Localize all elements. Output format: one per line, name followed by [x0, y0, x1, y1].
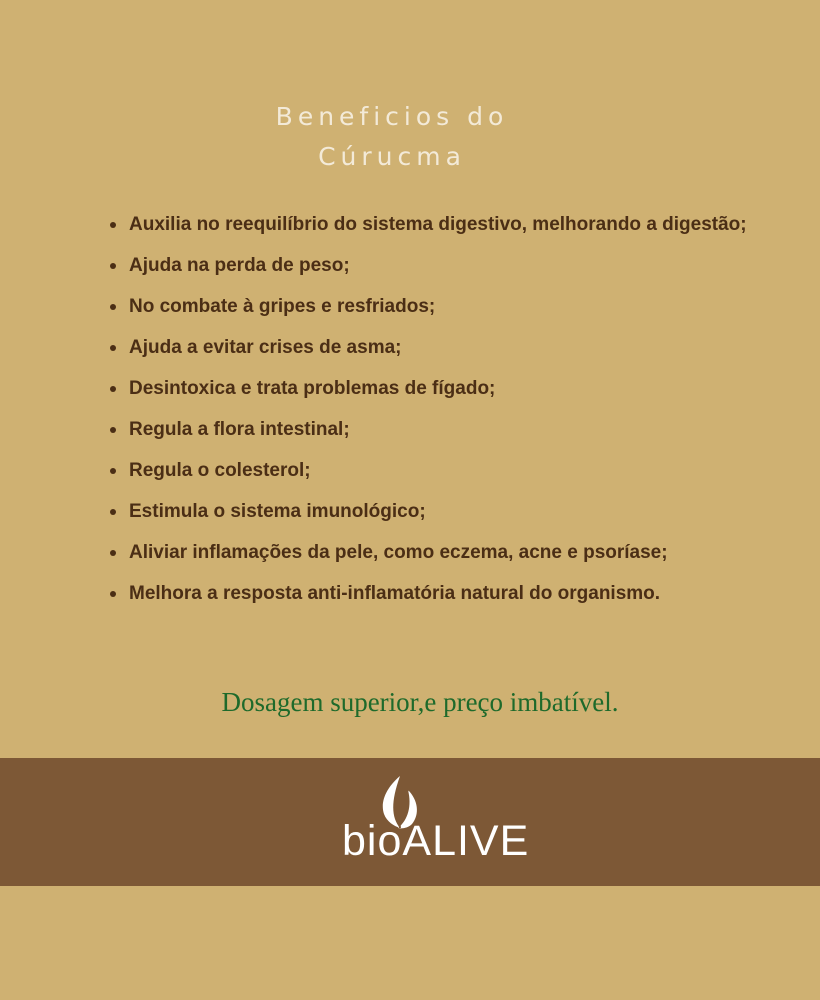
list-item-text: Auxilia no reequilíbrio do sistema digestivo, melhorando a digestão;	[129, 214, 747, 235]
page-title-line-1: Beneficios do	[275, 101, 509, 131]
list-item	[108, 450, 768, 491]
list-item	[108, 532, 768, 573]
list-item-text: Ajuda na perda de peso;	[129, 255, 350, 276]
list-item	[108, 245, 768, 286]
page-title-line-2: Cúrucma	[318, 141, 466, 171]
benefits-list	[108, 204, 768, 614]
list-item-text: Desintoxica e trata problemas de fígado;	[129, 378, 496, 399]
bullet-icon	[110, 550, 116, 556]
brand-logo	[342, 772, 552, 872]
list-item-text: Melhora a resposta anti-inflamatória natural do organismo.	[129, 583, 661, 604]
bullet-icon	[110, 222, 116, 228]
list-item	[108, 368, 768, 409]
list-item	[108, 491, 768, 532]
bullet-icon	[110, 509, 116, 515]
list-item	[108, 204, 768, 245]
list-item-text: Aliviar inflamações da pele, como eczema, acne e psoríase;	[129, 542, 668, 563]
bullet-icon	[110, 386, 116, 392]
tagline: Dosagem superior,e preço imbatível.	[221, 687, 619, 717]
brand-wordmark: bioALIVE	[342, 817, 530, 865]
bullet-icon	[110, 263, 116, 269]
list-item	[108, 573, 768, 614]
list-item	[108, 327, 768, 368]
list-item-text: Regula o colesterol;	[129, 460, 311, 481]
bullet-icon	[110, 345, 116, 351]
bullet-icon	[110, 304, 116, 310]
list-item-text: Regula a flora intestinal;	[129, 419, 350, 440]
bullet-icon	[110, 468, 116, 474]
list-item	[108, 286, 768, 327]
list-item-text: No combate à gripes e resfriados;	[129, 296, 436, 317]
bullet-icon	[110, 427, 116, 433]
footer-band	[0, 758, 820, 886]
list-item-text: Estimula o sistema imunológico;	[129, 501, 426, 522]
bullet-icon	[110, 591, 116, 597]
page-title	[0, 97, 784, 177]
list-item-text: Ajuda a evitar crises de asma;	[129, 337, 402, 358]
list-item	[108, 409, 768, 450]
